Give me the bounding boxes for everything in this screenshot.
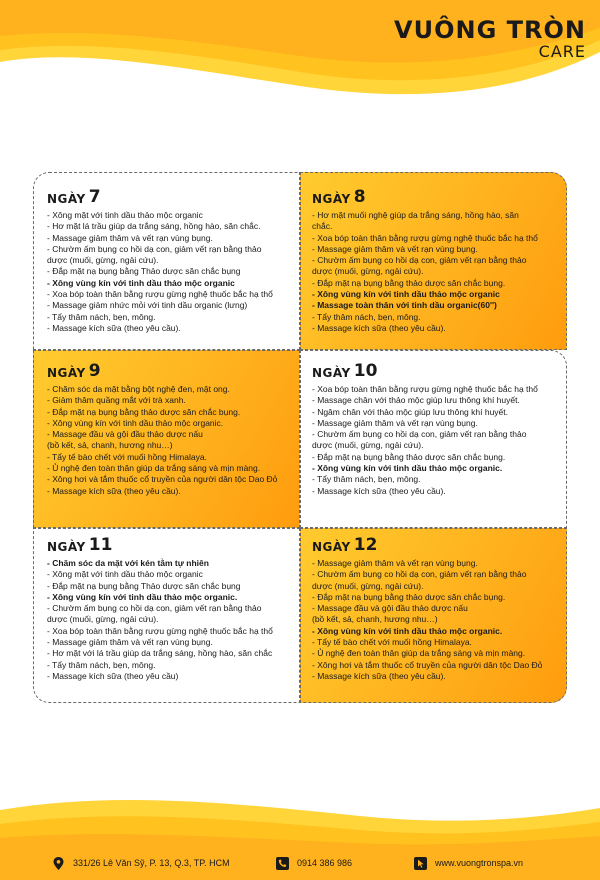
day-label: NGÀY — [312, 192, 351, 206]
treatment-item: - Chườm ấm bụng co hồi dạ con, giảm vết rạn bằng thảo dược (muối, gừng, ngải cứu). — [47, 603, 262, 625]
treatment-item: - Hơ mặt muối nghệ giúp da trắng sáng, hồng hào, săn chắc. — [312, 210, 519, 232]
day-label: NGÀY — [47, 366, 86, 380]
treatment-item: - Massage giảm thâm và vết rạn vùng bụng. — [312, 417, 478, 428]
treatment-item: - Massage kích sữa (theo yêu cầu) — [47, 670, 179, 681]
day-heading — [312, 361, 560, 381]
treatment-item: - Xoa bóp toàn thân bằng rượu gừng nghệ thuốc bắc hạ thổ — [47, 289, 273, 300]
phone-item — [276, 846, 352, 880]
treatment-item: - Đắp mặt nạ bụng bằng thảo dược săn chắc bụng. — [312, 451, 506, 462]
treatment-item: - Chườm ấm bụng co hồi dạ con, giảm vết rạn bằng thảo dược (muối, gừng, ngải cứu). — [312, 569, 527, 591]
phone-icon — [276, 857, 289, 870]
treatment-item: - Tẩy tế bào chết với muối hồng Himalaya. — [47, 451, 207, 462]
treatment-item: - Hơ mặt với lá trầu giúp da trắng sáng, hồng hào, săn chắc — [47, 648, 273, 659]
day-heading — [312, 535, 560, 555]
address-item — [52, 846, 230, 880]
treatment-item: - Massage đầu và gội đầu thảo dược nấu (bồ kết, sả, chanh, hương nhu…) — [312, 603, 468, 625]
treatment-item: - Xông hơi và tắm thuốc cổ truyền của người dân tộc Dao Đỏ — [47, 474, 278, 485]
treatment-item: - Tẩy thâm nách, bẹn, mông. — [312, 474, 421, 485]
day-heading — [47, 187, 291, 207]
day-heading — [47, 361, 293, 381]
treatment-item: - Massage toàn thân với tinh dầu organic(60'') — [312, 300, 497, 311]
treatment-item: - Giảm thâm quầng mắt với trà xanh. — [47, 395, 186, 406]
day-heading — [47, 535, 293, 555]
treatment-item: - Xông vùng kín với tinh dầu thảo mộc organic. — [47, 417, 224, 428]
treatment-item: - Ủ nghệ đen toàn thân giúp da trắng sáng và mịn màng. — [312, 648, 526, 659]
treatment-item: - Xông vùng kín với tinh dầu thảo mộc organic — [47, 277, 235, 288]
treatment-item: - Massage kích sữa (theo yêu cầu). — [312, 322, 446, 333]
location-pin-icon — [52, 857, 65, 870]
day-card — [300, 172, 567, 350]
day-number: 12 — [353, 535, 378, 555]
treatment-list — [47, 558, 293, 682]
treatment-item: - Xông hơi và tắm thuốc cổ truyền của người dân tộc Dao Đỏ — [312, 659, 543, 670]
treatment-item: - Massage giảm thâm và vết rạn vùng bụng. — [312, 243, 478, 254]
treatment-item: - Ngâm chân với thảo mộc giúp lưu thông khí huyết. — [312, 406, 509, 417]
treatment-list — [312, 384, 560, 497]
day-label: NGÀY — [312, 540, 351, 554]
day-label: NGÀY — [312, 366, 351, 380]
treatment-item: - Ủ nghệ đen toàn thân giúp da trắng sáng và mịn màng. — [47, 463, 261, 474]
day-number: 7 — [88, 187, 101, 207]
treatment-item: - Đắp mặt nạ bụng bằng Thảo dược săn chắc bụng — [47, 266, 241, 277]
treatment-item: - Massage kích sữa (theo yêu cầu). — [47, 322, 181, 333]
treatment-item: - Chườm ấm bụng co hồi dạ con, giảm vết rạn bằng thảo dược (muối, gừng, ngải cứu). — [312, 255, 527, 277]
day-card — [33, 528, 300, 703]
day-heading — [312, 187, 560, 207]
treatment-item: - Massage giảm thâm và vết rạn vùng bụng. — [47, 232, 213, 243]
treatment-item: - Massage giảm thâm và vết rạn vùng bụng. — [47, 637, 213, 648]
treatment-item: - Massage giảm thâm và vết rạn vùng bụng. — [312, 558, 478, 568]
treatment-item: - Xông vùng kín với tinh dầu thảo mộc organic. — [312, 463, 503, 474]
treatment-item: - Chườm ấm bụng co hồi dạ con, giảm vết rạn bằng thảo dược (muối, gừng, ngải cứu). — [47, 243, 262, 266]
contact-footer — [0, 846, 600, 880]
brand-name: VUÔNG TRÒN — [394, 16, 586, 44]
treatment-item: - Xoa bóp toàn thân bằng rượu gừng nghệ thuốc bắc hạ thổ — [312, 232, 538, 243]
treatment-list — [312, 210, 560, 334]
day-number: 11 — [88, 535, 113, 555]
treatment-list — [47, 384, 293, 497]
treatment-item: - Chăm sóc da mặt với kén tằm tự nhiên — [47, 558, 209, 568]
website-link[interactable]: www.vuongtronspa.vn — [435, 858, 524, 868]
treatment-item: - Xông vùng kín với tinh dầu thảo mộc organic — [312, 289, 500, 300]
day-card — [300, 350, 567, 528]
treatment-item: - Đắp mặt nạ bụng bằng Thảo dược săn chắc bụng — [47, 580, 241, 591]
treatment-item: - Massage giảm nhức mỏi với tinh dầu organic (lưng) — [47, 300, 248, 311]
day-number: 9 — [88, 361, 101, 381]
treatment-item: - Xoa bóp toàn thân bằng rượu gừng nghệ thuốc bắc hạ thổ — [312, 384, 538, 394]
brand-subtitle: CARE — [538, 42, 586, 61]
day-number: 8 — [353, 187, 366, 207]
treatment-item: - Tẩy thâm nách, bẹn, mông. — [47, 311, 156, 322]
day-label: NGÀY — [47, 540, 86, 554]
day-card — [300, 528, 567, 703]
day-label: NGÀY — [47, 192, 86, 206]
treatment-item: - Đắp mặt nạ bụng bằng thảo dược săn chắc bụng. — [312, 591, 506, 602]
treatment-item: - Xoa bóp toàn thân bằng rượu gừng nghệ thuốc bắc hạ thổ — [47, 625, 273, 636]
treatment-item: - Tẩy tế bào chết với muối hồng Himalaya. — [312, 637, 472, 648]
treatment-item: - Chăm sóc da mặt bằng bột nghệ đen, mật ong. — [47, 384, 230, 394]
treatment-item: - Đắp mặt nạ bụng bằng thảo dược săn chắc bụng. — [47, 406, 241, 417]
cursor-icon — [414, 857, 427, 870]
day-card — [33, 350, 300, 528]
day-number: 10 — [353, 361, 378, 381]
treatment-item: - Tẩy thâm nách, bẹn, mông. — [47, 659, 156, 670]
treatment-item: - Xông mặt với tinh dầu thảo mộc organic — [47, 569, 203, 580]
treatment-item: - Xông mặt với tinh dầu thảo mộc organic — [47, 210, 203, 220]
treatment-item: - Massage chân với thảo mộc giúp lưu thông khí huyết. — [312, 395, 520, 406]
day-card — [33, 172, 300, 350]
treatment-item: - Massage đầu và gội đầu thảo dược nấu (bồ kết, sả, chanh, hương nhu…) — [47, 429, 203, 451]
treatment-item: - Chườm ấm bụng co hồi dạ con, giảm vết rạn bằng thảo dược (muối, gừng, ngải cứu). — [312, 429, 527, 451]
treatment-list — [312, 558, 560, 682]
phone-text: 0914 386 986 — [297, 858, 353, 868]
website-item[interactable] — [414, 846, 523, 880]
address-text: 331/26 Lê Văn Sỹ, P. 13, Q.3, TP. HCM — [73, 858, 230, 868]
brand-logo — [394, 18, 586, 60]
treatment-item: - Đắp mặt nạ bụng bằng thảo dược săn chắc bụng. — [312, 277, 506, 288]
treatment-item: - Hơ mặt lá trầu giúp da trắng sáng, hồng hào, săn chắc. — [47, 221, 261, 232]
treatment-list — [47, 210, 291, 334]
treatment-item: - Massage kích sữa (theo yêu cầu). — [47, 485, 181, 496]
treatment-item: - Massage kích sữa (theo yêu cầu). — [312, 485, 446, 496]
treatment-item: - Xông vùng kín với tinh dầu thảo mộc organic. — [47, 591, 238, 602]
treatment-item: - Xông vùng kín với tinh dầu thảo mộc organic. — [312, 625, 503, 636]
treatment-item: - Tẩy thâm nách, bẹn, mông. — [312, 311, 421, 322]
treatment-item: - Massage kích sữa (theo yêu cầu). — [312, 670, 446, 681]
